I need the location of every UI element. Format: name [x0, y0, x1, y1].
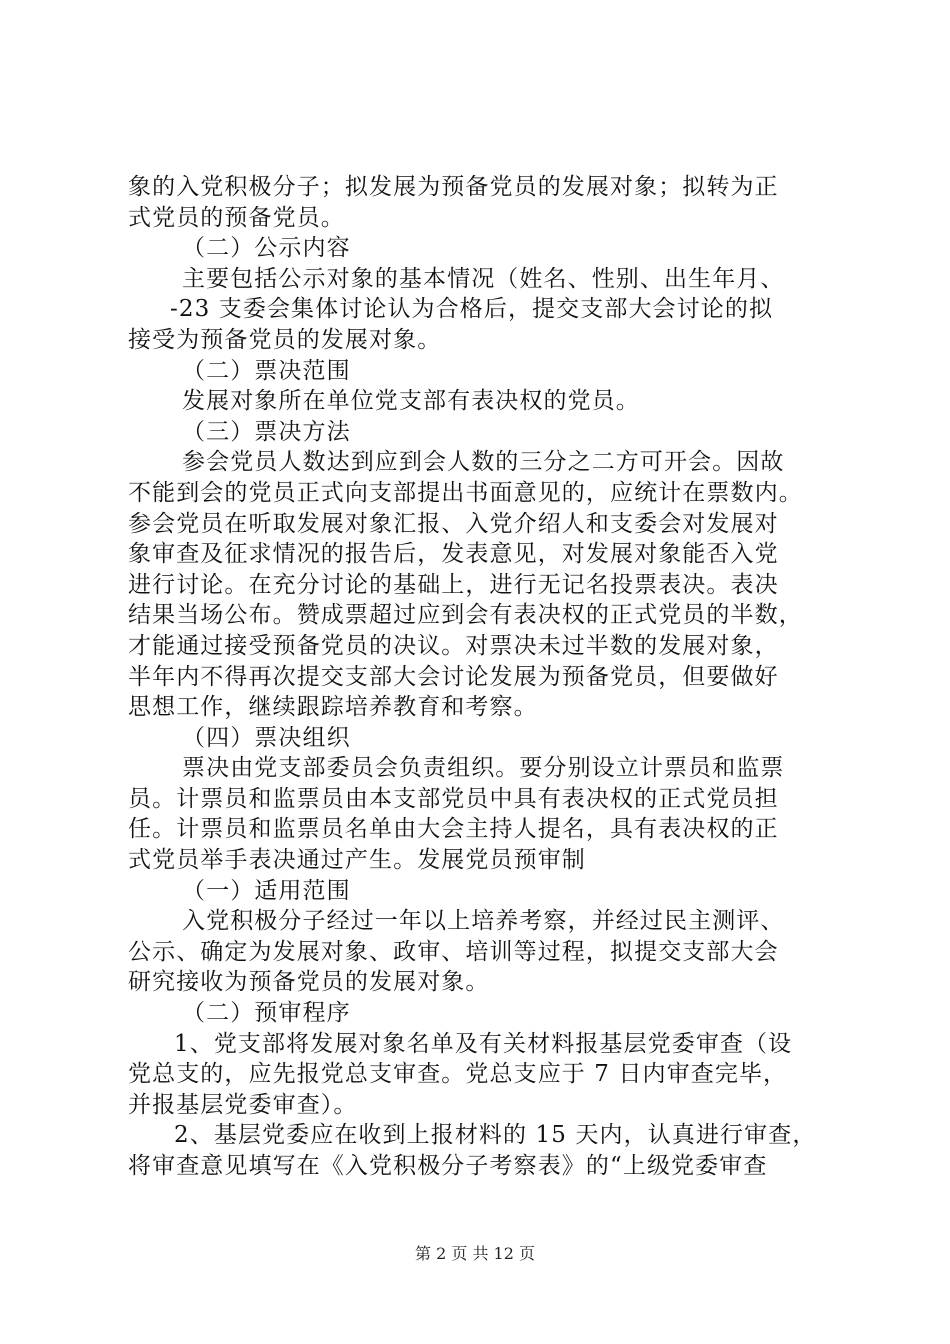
text-line: 发展对象所在单位党支部有表决权的党员。 — [182, 388, 640, 415]
section-heading: （四）票决组织 — [182, 724, 351, 751]
text-line: 员。计票员和监票员由本支部党员中具有表决权的正式党员担 — [128, 785, 779, 812]
text-line: 半年内不得再次提交支部大会讨论发展为预备党员，但要做好 — [128, 663, 779, 690]
text-line: 进行讨论。在充分讨论的基础上，进行无记名投票表决。表决 — [128, 571, 779, 598]
text-line: 象的入党积极分子；拟发展为预备党员的发展对象；拟转为正 — [128, 174, 779, 200]
text-line: -23 支委会集体讨论认为合格后，提交支部大会讨论的拟 — [170, 296, 774, 323]
text-line: 主要包括公示对象的基本情况（姓名、性别、出生年月、 — [182, 265, 785, 292]
text-line: 并报基层党委审查）。 — [128, 1091, 358, 1118]
section-heading: （一）适用范围 — [182, 877, 351, 904]
text-line: 研究接收为预备党员的发展对象。 — [128, 969, 490, 996]
text-line: 不能到会的党员正式向支部提出书面意见的，应统计在票数内。 — [128, 479, 803, 506]
section-heading: （三）票决方法 — [182, 418, 351, 445]
page-number-footer: 第 2 页 共 12 页 — [415, 1244, 535, 1263]
text-line: 象审查及征求情况的报告后，发表意见，对发展对象能否入党 — [128, 541, 779, 568]
text-line: 思想工作，继续跟踪培养教育和考察。 — [128, 694, 538, 721]
text-line: 1、党支部将发展对象名单及有关材料报基层党委审查（设 — [174, 1030, 793, 1057]
text-line: 接受为预备党员的发展对象。 — [128, 326, 442, 353]
text-line: 党总支的，应先报党总支审查。党总支应于 7 日内审查完毕， — [128, 1061, 788, 1088]
text-line: 入党积极分子经过一年以上培养考察，并经过民主测评、 — [182, 908, 785, 935]
text-line: 任。计票员和监票员名单由大会主持人提名，具有表决权的正 — [128, 816, 779, 843]
text-line: 2、基层党委应在收到上报材料的 15 天内，认真进行审查， — [174, 1122, 817, 1149]
text-line: 式党员的预备党员。 — [128, 204, 345, 231]
text-line: 式党员举手表决通过产生。发展党员预审制 — [128, 847, 586, 874]
text-line: 将审查意见填写在《入党积极分子考察表》的“上级党委审查 — [128, 1153, 768, 1179]
text-line: 才能通过接受预备党员的决议。对票决未过半数的发展对象， — [128, 632, 779, 659]
document-body — [128, 172, 833, 1182]
section-heading: （二）票决范围 — [182, 357, 351, 384]
text-line: 结果当场公布。赞成票超过应到会有表决权的正式党员的半数， — [128, 602, 803, 629]
section-heading: （二）公示内容 — [182, 235, 351, 262]
text-line: 公示、确定为发展对象、政审、培训等过程，拟提交支部大会 — [128, 938, 779, 965]
text-line: 参会党员人数达到应到会人数的三分之二方可开会。因故 — [182, 449, 785, 476]
text-line: 票决由党支部委员会负责组织。要分别设立计票员和监票 — [182, 755, 785, 782]
text-line: 参会党员在听取发展对象汇报、入党介绍人和支委会对发展对 — [128, 510, 779, 537]
section-heading: （二）预审程序 — [182, 1000, 351, 1027]
